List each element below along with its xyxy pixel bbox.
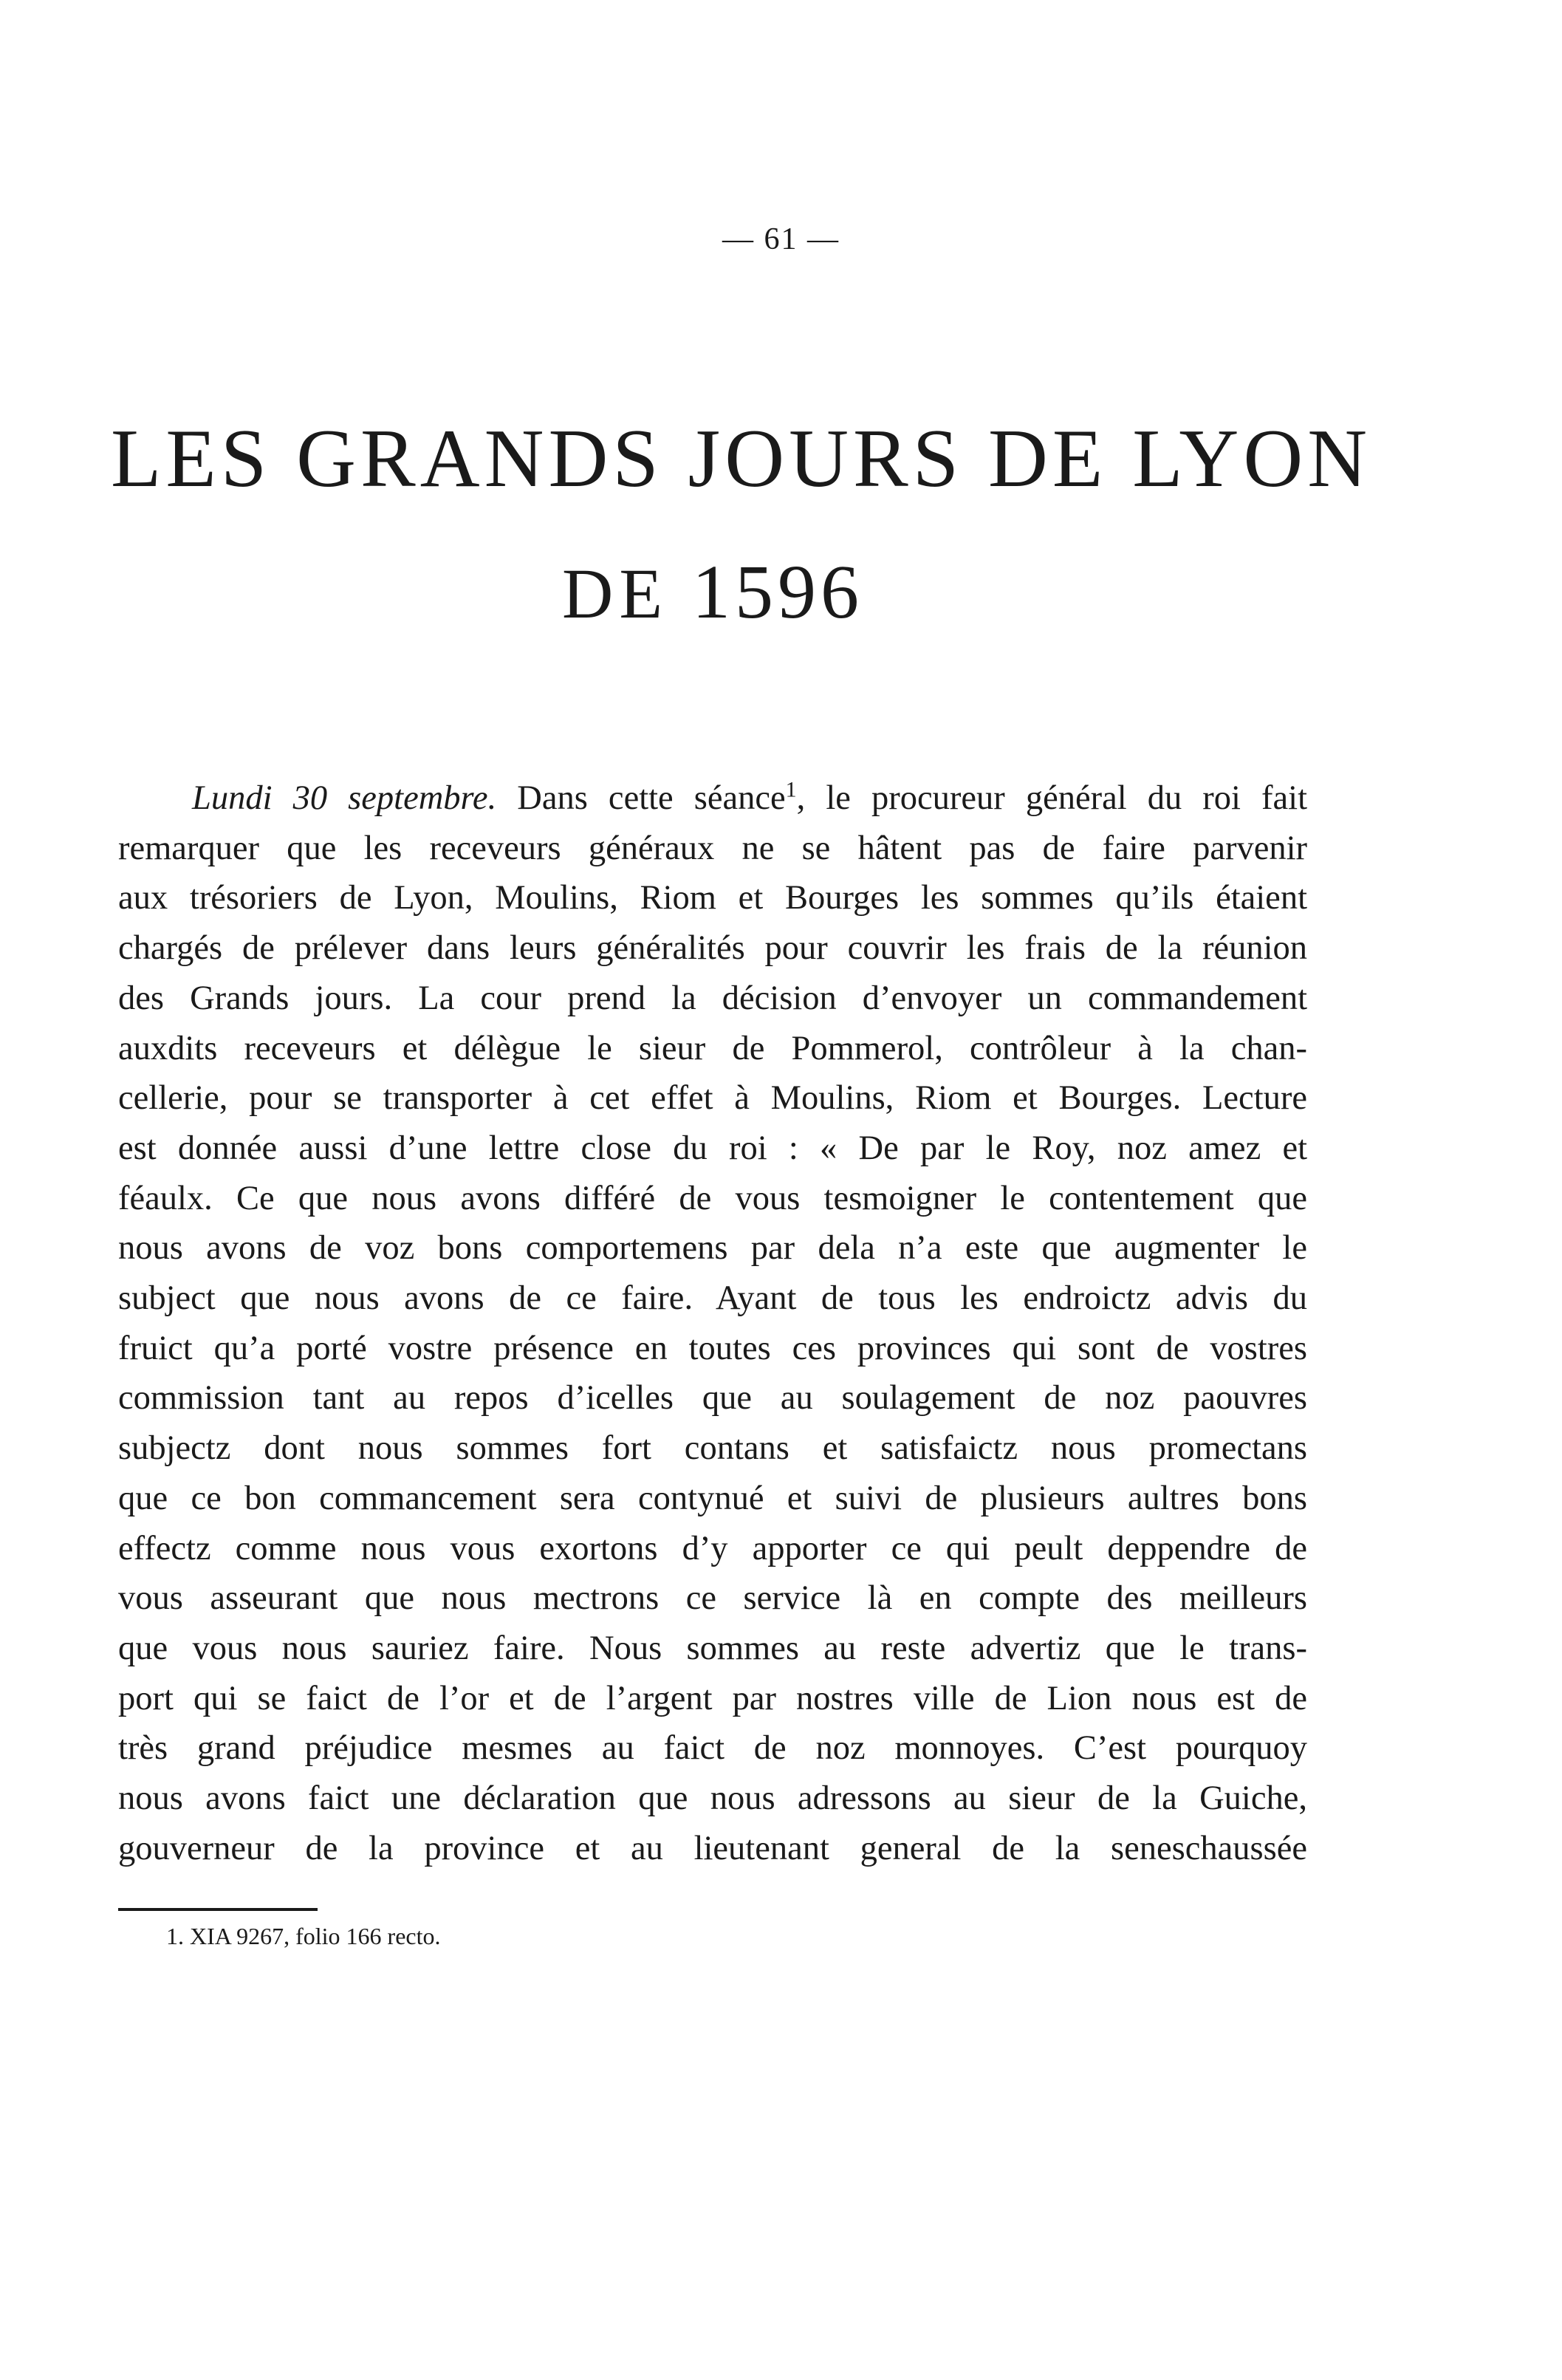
page-number: — 61 — (722, 222, 840, 256)
text-line: port qui se faict de l’or et de l’argent par nostres ville de Lion nous est de (118, 1679, 1307, 1717)
text-line: vous asseurant que nous mectrons ce service là en compte des meilleurs (118, 1579, 1307, 1618)
text-line: cellerie, pour se transporter à cet effet à Moulins, Riom et Bourges. Lecture (118, 1079, 1307, 1118)
text-line: effectz comme nous vous exortons d’y apporter ce qui peult deppendre de (118, 1529, 1307, 1567)
footnote-divider (118, 1908, 318, 1911)
first-line-end: , le procureur général du roi fait (796, 779, 1307, 817)
text-line: que vous nous sauriez faire. Nous sommes au reste advertiz que le trans- (118, 1629, 1307, 1667)
footnote-reference: 1 (785, 777, 797, 802)
footnote: 1. XIA 9267, folio 166 recto. (166, 1923, 441, 1949)
text-line: subject que nous avons de ce faire. Ayant de tous les endroictz advis du (118, 1279, 1307, 1318)
date-lead: Lundi 30 septembre. (192, 779, 497, 817)
text-line: que ce bon commancement sera contynué et suivi de plusieurs aultres bons (118, 1479, 1307, 1517)
chapter-title: LES GRANDS JOURS DE LYON (111, 413, 1372, 505)
first-line-text: Dans cette séance (496, 779, 786, 817)
paragraph-first-line (118, 773, 1307, 824)
chapter-subtitle (111, 550, 1315, 635)
text-line: auxdits receveurs et délègue le sieur de Pommerol, contrôleur à la chan- (118, 1029, 1307, 1067)
text-line: remarquer que les receveurs généraux ne se hâtent pas de faire parvenir (118, 829, 1307, 867)
text-line: subjectz dont nous sommes fort contans et satisfaictz nous promectans (118, 1429, 1307, 1468)
text-line: des Grands jours. La cour prend la décision d’envoyer un commandement (118, 979, 1307, 1017)
text-line: chargés de prélever dans leurs généralités pour couvrir les frais de la réunion (118, 929, 1307, 968)
text-line: est donnée aussi d’une lettre close du roi : « De par le Roy, noz amez et (118, 1129, 1307, 1167)
text-line: féaulx. Ce que nous avons différé de vous tesmoigner le contentement que (118, 1179, 1307, 1217)
text-line: aux trésoriers de Lyon, Moulins, Riom et Bourges les sommes qu’ils étaient (118, 879, 1307, 917)
text-line: gouverneur de la province et au lieutenant general de la seneschaussée (118, 1829, 1307, 1867)
text-line: commission tant au repos d’icelles que au soulagement de noz paouvres (118, 1379, 1307, 1418)
subtitle-year: 1596 (691, 550, 863, 635)
subtitle-prefix: DE (562, 554, 668, 633)
text-line: très grand préjudice mesmes au faict de noz monnoyes. C’est pourquoy (118, 1729, 1307, 1768)
text-line: nous avons faict une déclaration que nous adressons au sieur de la Guiche, (118, 1779, 1307, 1818)
body-paragraph (118, 773, 1307, 1873)
text-line: nous avons de voz bons comportemens par dela n’a este que augmenter le (118, 1229, 1307, 1268)
text-line: fruict qu’a porté vostre présence en toutes ces provinces qui sont de vostres (118, 1329, 1307, 1367)
